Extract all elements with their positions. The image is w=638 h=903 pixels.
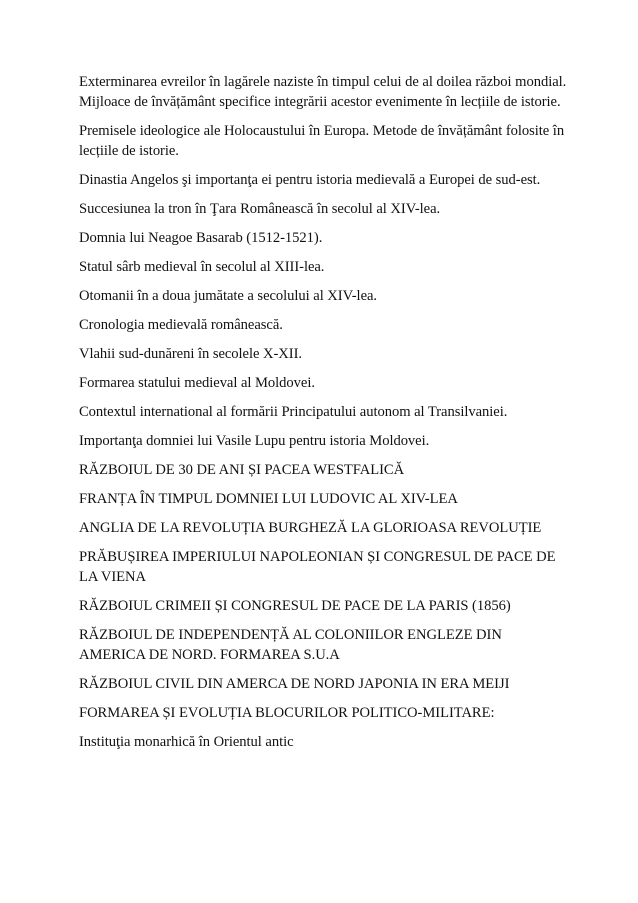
- topic-item: RĂZBOIUL DE INDEPENDENȚĂ AL COLONIILOR ENGLEZE DIN AMERICA DE NORD. FORMAREA S.U.A: [79, 627, 502, 663]
- topic-item: FRANȚA ÎN TIMPUL DOMNIEI LUI LUDOVIC AL XIV-LEA: [79, 491, 458, 507]
- topic-item: Formarea statului medieval al Moldovei.: [79, 375, 315, 391]
- topic-item: Vlahii sud-dunăreni în secolele X-XII.: [79, 346, 303, 362]
- topic-item: Instituţia monarhică în Orientul antic: [79, 734, 294, 750]
- topic-item: RĂZBOIUL DE 30 DE ANI ȘI PACEA WESTFALICĂ: [79, 462, 405, 478]
- topic-item: RĂZBOIUL CIVIL DIN AMERCA DE NORD JAPONIA IN ERA MEIJI: [79, 676, 510, 692]
- topic-item: Domnia lui Neagoe Basarab (1512-1521).: [79, 230, 323, 246]
- topic-item: PRĂBUȘIREA IMPERIULUI NAPOLEONIAN ȘI CONGRESUL DE PACE DE LA VIENA: [79, 549, 556, 585]
- topic-item: Importanţa domniei lui Vasile Lupu pentru istoria Moldovei.: [79, 433, 430, 449]
- topic-item: RĂZBOIUL CRIMEII ȘI CONGRESUL DE PACE DE LA PARIS (1856): [79, 598, 511, 614]
- topic-item: Contextul international al formării Principatului autonom al Transilvaniei.: [79, 404, 508, 420]
- topic-item: FORMAREA ȘI EVOLUȚIA BLOCURILOR POLITICO-MILITARE:: [79, 705, 495, 721]
- topic-item: Dinastia Angelos şi importanţa ei pentru istoria medievală a Europei de sud-est.: [79, 172, 541, 188]
- topic-item: Cronologia medievală românească.: [79, 317, 283, 333]
- topic-list: [79, 72, 569, 761]
- topic-item: Statul sârb medieval în secolul al XIII-lea.: [79, 259, 325, 275]
- topic-item: Premisele ideologice ale Holocaustului în Europa. Metode de învățământ folosite în lecțiile de istorie.: [79, 123, 565, 159]
- topic-item: Otomanii în a doua jumătate a secolului al XIV-lea.: [79, 288, 378, 304]
- topic-item: Succesiunea la tron în Ţara Românească în secolul al XIV-lea.: [79, 201, 441, 217]
- topic-item: Exterminarea evreilor în lagărele naziste în timpul celui de al doilea război mondial. Mijloace de învățământ specifice integrării acestor evenimente în lecțiile de istorie.: [79, 74, 567, 110]
- topic-item: ANGLIA DE LA REVOLUȚIA BURGHEZĂ LA GLORIOASA REVOLUȚIE: [79, 520, 542, 536]
